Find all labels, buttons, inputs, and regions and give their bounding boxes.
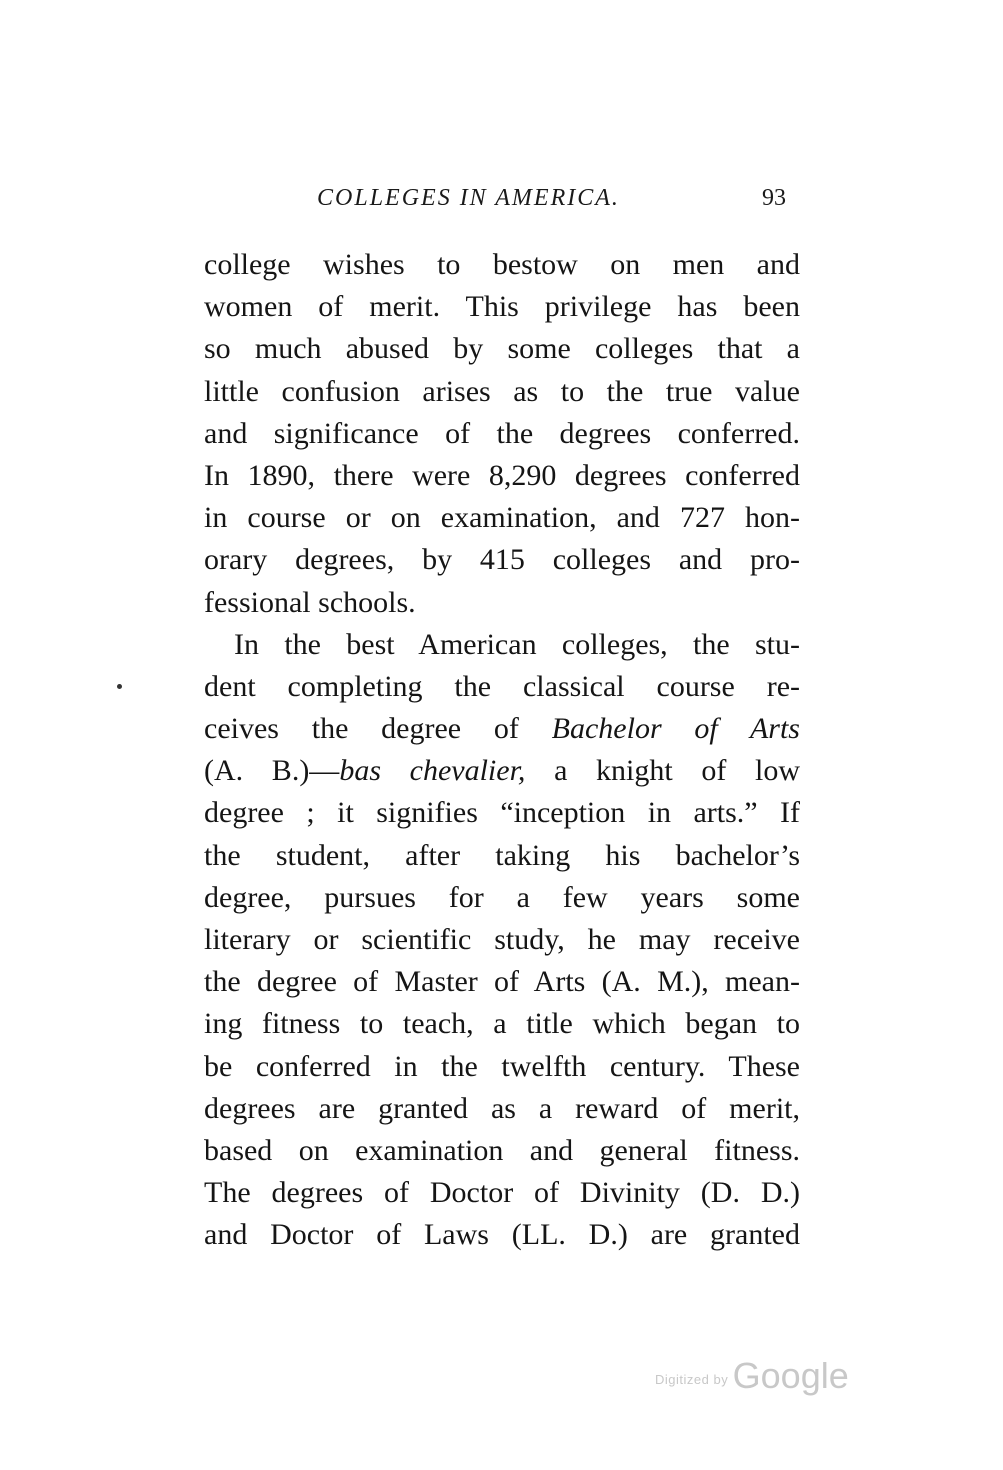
body-text xyxy=(204,244,800,1257)
text-line: orary degrees, by 415 colleges and pro- xyxy=(204,543,800,577)
text-line: and significance of the degrees conferred. xyxy=(204,416,800,450)
text-line: degree, pursues for a few years some xyxy=(204,880,800,914)
italic-term: bas chevalier, xyxy=(339,754,526,788)
text-line: be conferred in the twelfth century. These xyxy=(204,1049,800,1083)
stray-mark xyxy=(117,684,122,689)
text-line: dent completing the classical course re- xyxy=(204,669,800,703)
text-line-mixed xyxy=(204,708,800,750)
text-line: in course or on examination, and 727 hon- xyxy=(204,501,800,535)
text-line: degrees are granted as a reward of merit, xyxy=(204,1091,800,1125)
text-line-mixed xyxy=(204,750,800,792)
text-line: ing fitness to teach, a title which began to xyxy=(204,1007,800,1041)
italic-term: Bachelor of Arts xyxy=(551,712,800,746)
text-line: fessional schools. xyxy=(204,585,416,619)
page-number: 93 xyxy=(762,185,786,211)
text-line: In 1890, there were 8,290 degrees conferred xyxy=(204,458,800,492)
text-line: and Doctor of Laws (LL. D.) are granted xyxy=(204,1218,800,1252)
text-line: the student, after taking his bachelor’s xyxy=(204,838,800,872)
text-line: college wishes to bestow on men and xyxy=(204,248,800,281)
text-line: The degrees of Doctor of Divinity (D. D.) xyxy=(204,1176,800,1210)
text-line: based on examination and general fitness. xyxy=(204,1133,800,1167)
watermark-brand-logo: Google xyxy=(732,1355,849,1396)
text-line: In the best American colleges, the stu- xyxy=(234,627,800,661)
text-line: literary or scientific study, he may receive xyxy=(204,923,800,956)
text-segment: (A. B.)— xyxy=(204,754,340,788)
running-title: COLLEGES IN AMERICA. xyxy=(317,185,620,211)
text-line: the degree of Master of Arts (A. M.), mean- xyxy=(204,965,800,999)
text-line: little confusion arises as to the true value xyxy=(204,374,800,408)
text-segment: a knight of low xyxy=(525,754,800,788)
digitized-watermark xyxy=(655,1355,849,1397)
text-line: degree ; it signifies “inception in arts.” If xyxy=(204,796,800,830)
text-line: so much abused by some colleges that a xyxy=(204,332,800,366)
text-segment: ceives the degree of xyxy=(204,712,552,746)
running-head xyxy=(0,185,1003,219)
watermark-prefix: Digitized by xyxy=(655,1372,729,1387)
text-line: women of merit. This privilege has been xyxy=(204,290,800,324)
